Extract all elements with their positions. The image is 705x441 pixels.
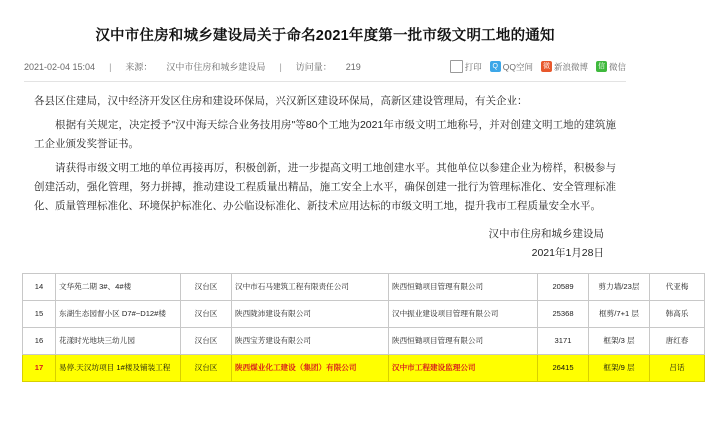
row-builder: 陕西陇沛建设有限公司: [232, 300, 389, 327]
views-label: 访问量：: [295, 62, 332, 73]
source-label: 来源：: [125, 62, 153, 73]
meta-separator-1: |: [109, 61, 112, 72]
row-index: 14: [23, 273, 56, 300]
share-bar: [450, 60, 626, 73]
source-value: 汉中市住房和城乡建设局: [166, 62, 266, 73]
row-supervisor: 汉中振业建设项目管理有限公司: [389, 300, 538, 327]
row-area: 20589: [538, 273, 589, 300]
row-structure-type: 剪力墙/23层: [589, 273, 650, 300]
project-table-wrapper: [22, 273, 689, 382]
table-row: [23, 300, 705, 327]
row-supervisor: 陕西恒锄项目管理有限公司: [389, 273, 538, 300]
body-paragraph-3: 请获得市级文明工地的单位再接再厉，积极创新，进一步提高文明工地创建水平。其他单位以参建企业为榜样，积极参与创建活动，强化管理，努力拼搏，推动建设工程质量出精品，施工安全上水平，确保创建一批行为管理标准化、安全管理标准化、质量管理标准化、环境保护标准化、办公临设标准化、新技术应用达标的市级文明工地，提升我市工程质量安全水平。: [34, 161, 616, 213]
row-person: 唐红春: [650, 327, 705, 354]
share-qq-label: QQ空间: [502, 61, 533, 72]
body-paragraph-2: 根据有关规定，决定授予"汉中海天综合业务技用房"等80个工地为2021年市级文明工地称号，并对创建文明工地的建筑施工企业颁发奖誉证书。: [34, 118, 616, 151]
row-builder: 陕西煤业化工建设（集团）有限公司: [232, 354, 389, 381]
row-builder: 汉中市石马建筑工程有限责任公司: [232, 273, 389, 300]
row-person: 代亚梅: [650, 273, 705, 300]
row-supervisor: 汉中市工程建设监理公司: [389, 354, 538, 381]
row-district: 汉台区: [181, 327, 232, 354]
row-structure-type: 框剪/7+1 层: [589, 300, 650, 327]
table-row-highlighted: [23, 354, 705, 381]
signature-date: 2021年1月28日: [531, 246, 604, 259]
row-district: 汉台区: [181, 300, 232, 327]
meta-left: [24, 60, 361, 73]
table-row: [23, 273, 705, 300]
meta-row: [0, 46, 650, 73]
signature-block: [0, 221, 650, 263]
row-district: 汉台区: [181, 273, 232, 300]
share-weibo-label: 新浪微博: [553, 61, 588, 72]
weibo-icon: 微: [542, 63, 550, 71]
row-index: 17: [23, 354, 56, 381]
row-area: 26415: [538, 354, 589, 381]
row-index: 15: [23, 300, 56, 327]
row-district: 汉台区: [181, 354, 232, 381]
printer-icon: [450, 60, 463, 73]
row-project-name: 易停.天汉坊项目 1#楼及铺装工程: [56, 354, 181, 381]
row-area: 25368: [538, 300, 589, 327]
publish-date: 2021-02-04 15:04: [24, 61, 96, 72]
print-label: 打印: [464, 61, 482, 72]
row-index: 16: [23, 327, 56, 354]
share-wechat-label: 微信: [608, 61, 626, 72]
views-count: 219: [345, 61, 361, 72]
body-paragraph-1: 各县区住建局，汉中经济开发区住房和建设环保局，兴汉新区建设环保局，高新区建设管理局，有关企业：: [34, 95, 528, 108]
row-project-name: 花漾时光地块三幼儿园: [56, 327, 181, 354]
share-qq-button[interactable]: [490, 61, 533, 73]
row-person: 韩高乐: [650, 300, 705, 327]
wechat-icon: 信: [597, 63, 605, 71]
page-title: 汉中市住房和城乡建设局关于命名2021年度第一批市级文明工地的通知: [95, 28, 555, 44]
row-area: 3171: [538, 327, 589, 354]
share-wechat-button[interactable]: [596, 61, 626, 73]
share-weibo-button[interactable]: [541, 61, 588, 73]
row-project-name: 文华苑二期 3#、4#楼: [56, 273, 181, 300]
row-structure-type: 框架/9 层: [589, 354, 650, 381]
row-builder: 陕西宝芳建设有限公司: [232, 327, 389, 354]
table-row: [23, 327, 705, 354]
print-button[interactable]: [450, 60, 482, 73]
qq-icon: Q: [490, 61, 501, 72]
meta-separator-2: |: [279, 61, 282, 72]
row-project-name: 东湖生态园督小区 D7#~D12#楼: [56, 300, 181, 327]
project-table: [22, 273, 705, 382]
row-structure-type: 框架/3 层: [589, 327, 650, 354]
document-body: [0, 82, 650, 217]
row-person: 吕话: [650, 354, 705, 381]
signature-org: 汉中市住房和城乡建设局: [488, 227, 604, 240]
row-supervisor: 陕西恒锄项目管理有限公司: [389, 327, 538, 354]
